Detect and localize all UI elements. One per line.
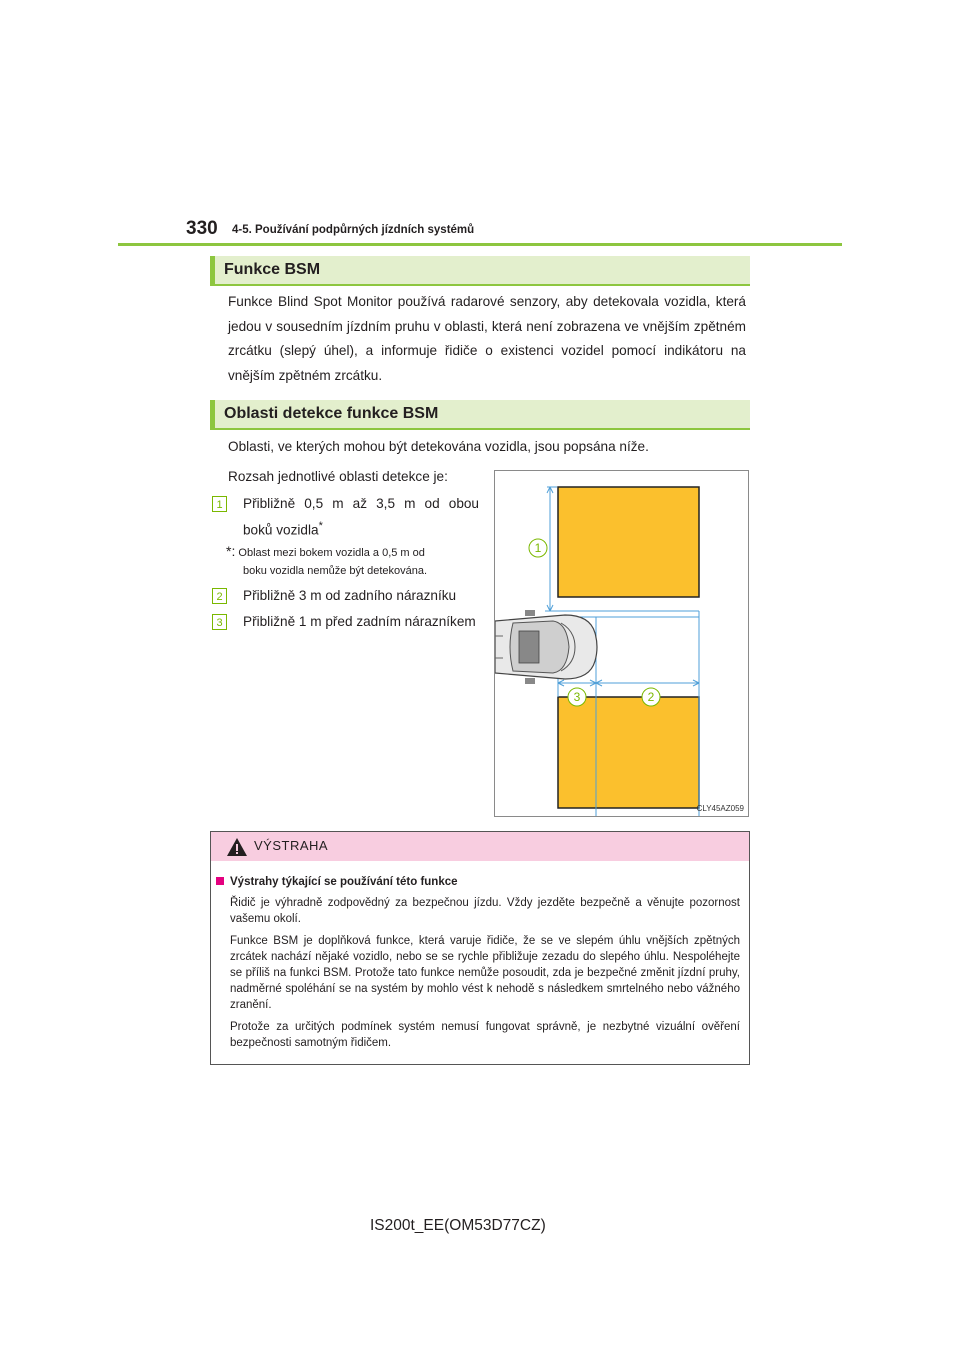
footnote-line2: boku vozidla nemůže být detekována. [243, 565, 428, 577]
header-divider [118, 243, 842, 246]
callout-2: 2 [647, 690, 655, 704]
page-number: 330 [186, 218, 218, 239]
footnote-line1: Oblast mezi bokem vozidla a 0,5 m od [238, 547, 425, 559]
footnote-marker: * [318, 520, 323, 532]
item-number-1: 1 [212, 496, 227, 512]
item-number-3: 3 [212, 614, 227, 630]
warning-subtitle: Výstrahy týkající se používání této funkce [230, 876, 458, 888]
bsm-description: Funkce Blind Spot Monitor používá radarové senzory, aby detekovala vozidla, která jedou v sousedním jízdním pruhu v oblasti, která není zobrazena ve vnějším zpětném zrcátku (slepý úhel), a informuje řidiče o existenci vozidel pomocí indikátoru na vnějším zpětném zrcátku. [228, 294, 746, 383]
warning-bullet-icon [216, 877, 224, 885]
callout-1: 1 [534, 541, 542, 555]
item-1-line2-text: boků vozidla [243, 522, 319, 538]
item-1-line2 [243, 515, 323, 542]
warning-paragraph-1: Řidič je výhradně zodpovědný za bezpečnou jízdu. Vždy jezděte bezpečně a věnujte pozornost vašemu okolí. [230, 897, 740, 925]
bsm-detection-figure [494, 470, 749, 817]
chapter-title: 4-5. Používání podpůrných jízdních systémů [232, 224, 475, 236]
item-3-text: Přibližně 1 m před zadním nárazníkem [243, 614, 476, 629]
warning-icon [226, 837, 248, 857]
detection-diagram [495, 471, 748, 816]
section-title-bsm: Funkce BSM [224, 261, 321, 278]
detection-intro: Oblasti, ve kterých mohou být detekována vozidla, jsou popsána níže. [228, 439, 649, 454]
warning-title: VÝSTRAHA [254, 838, 329, 853]
item-number-2: 2 [212, 588, 227, 604]
callout-3: 3 [573, 690, 581, 704]
section-title-detection: Oblasti detekce funkce BSM [224, 405, 439, 422]
detection-zone-side [558, 487, 699, 597]
warning-paragraph-2: Funkce BSM je doplňková funkce, která varuje řidiče, že se ve slepém úhlu vnějších zpětných zrcátek nachází nějaké vozidlo, nebo se se rychle přibližuje zezadu do slepého úhlu. Nespoléhejte se příliš na funkci BSM. Protože tato funkce nemůže posoudit, zda je bezpečné změnit jízdní pruhy, nadměrné spoléhání se na systém by mohlo vést k nehodě s následkem smrtelného nebo vážného zranění. [230, 935, 740, 1011]
document-code: IS200t_EE(OM53D77CZ) [370, 1217, 546, 1234]
detection-zone-rear [558, 697, 699, 808]
figure-code: CLY45AZ059 [696, 804, 744, 813]
footnote [226, 542, 425, 563]
footnote-prefix: *: [226, 543, 236, 559]
car-top-view [495, 610, 597, 684]
item-1-line1: Přibližně 0,5 m až 3,5 m od obou [243, 496, 479, 511]
range-label: Rozsah jednotlivé oblasti detekce je: [228, 469, 448, 484]
warning-paragraph-3: Protože za určitých podmínek systém nemusí fungovat správně, je nezbytné vizuální ověření bezpečnosti samotným řidičem. [230, 1021, 740, 1049]
item-2-text: Přibližně 3 m od zadního nárazníku [243, 588, 457, 603]
